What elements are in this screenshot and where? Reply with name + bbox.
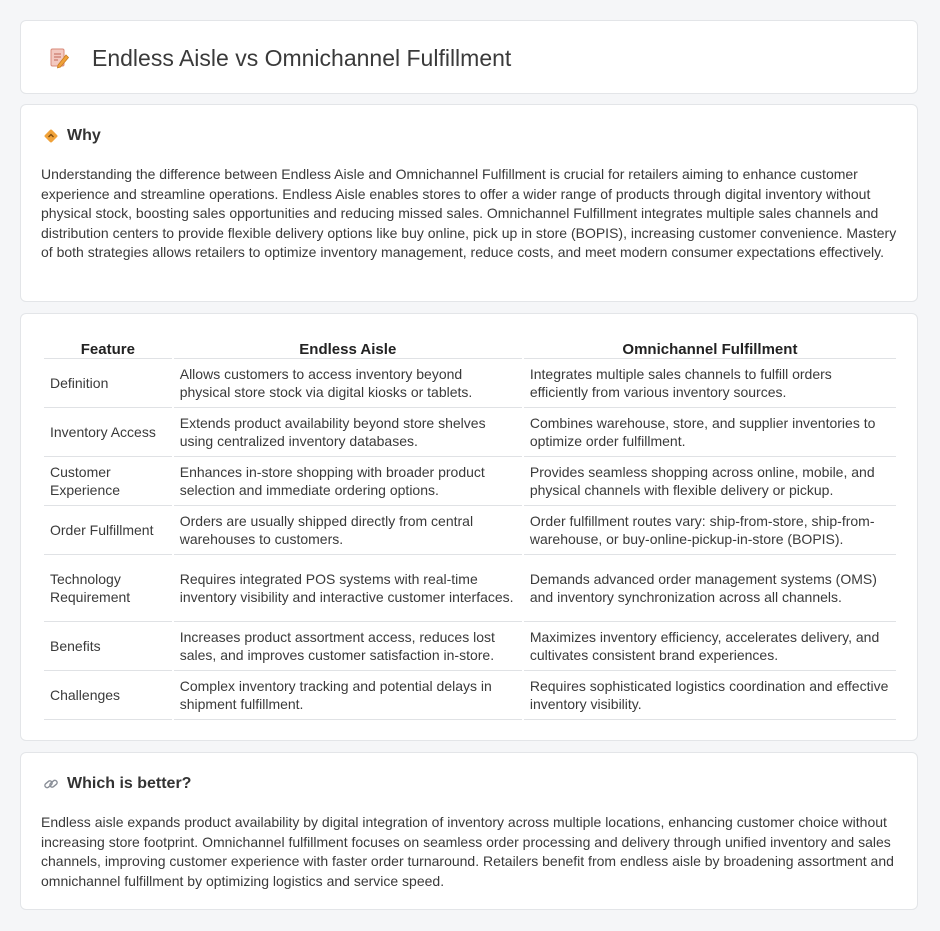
header-endless-aisle: Endless Aisle xyxy=(174,336,522,359)
row-feature: Benefits xyxy=(44,622,172,671)
row-endless-aisle: Allows customers to access inventory beyond physical store stock via digital kiosks or tablets. xyxy=(174,359,522,408)
why-paragraph: Understanding the difference between Endless Aisle and Omnichannel Fulfillment is crucial for retailers aiming to enhance customer experience and streamline operations. Endless Aisle enables stores to offer a wider range of products through digital inventory without physical stock, boosting sales opportunities and reducing missed sales. Omnichannel Fulfillment integrates multiple sales channels and distribution centers to provide flexible delivery options like buy online, pick up in store (BOPIS), increasing customer convenience. Mastery of both strategies allows retailers to optimize inventory management, reduce costs, and meet modern consumer expectations effectively. xyxy=(41,166,897,260)
row-feature: Definition xyxy=(44,359,172,408)
row-omnichannel: Combines warehouse, store, and supplier inventories to optimize order fulfillment. xyxy=(524,408,896,457)
table-row xyxy=(44,408,896,457)
table-row xyxy=(44,622,896,671)
row-feature: Customer Experience xyxy=(44,457,172,506)
row-feature: Inventory Access xyxy=(44,408,172,457)
better-paragraph: Endless aisle expands product availability by digital integration of inventory across multiple locations, enhancing customer choice without increasing store footprint. Omnichannel fulfillment focuses on seamless order processing and delivery through unified inventory and sales channels, improving customer experience with faster order turnaround. Retailers benefit from endless aisle by broadening assortment and omnichannel fulfillment by optimizing logistics and service speed. xyxy=(41,814,894,889)
comparison-section xyxy=(20,313,918,741)
document-pencil-icon xyxy=(48,47,70,69)
row-feature: Challenges xyxy=(44,671,172,720)
table-row xyxy=(44,359,896,408)
row-omnichannel: Provides seamless shopping across online, mobile, and physical channels with flexible delivery or pickup. xyxy=(524,457,896,506)
title-card xyxy=(20,20,918,94)
link-icon xyxy=(43,776,59,792)
row-endless-aisle: Complex inventory tracking and potential delays in shipment fulfillment. xyxy=(174,671,522,720)
table-row xyxy=(44,671,896,720)
better-title: Which is better? xyxy=(67,775,192,792)
table-header-row xyxy=(44,336,896,359)
why-heading xyxy=(43,125,101,147)
row-feature: Technology Requirement xyxy=(44,555,172,622)
row-omnichannel: Order fulfillment routes vary: ship-from-store, ship-from-warehouse, or buy-online-pickup-in-store (BOPIS). xyxy=(524,506,896,555)
header-feature: Feature xyxy=(44,336,172,359)
why-title: Why xyxy=(67,127,101,144)
row-omnichannel: Maximizes inventory efficiency, accelerates delivery, and cultivates consistent brand experiences. xyxy=(524,622,896,671)
why-section xyxy=(20,104,918,302)
row-endless-aisle: Increases product assortment access, reduces lost sales, and improves customer satisfaction in-store. xyxy=(174,622,522,671)
better-heading xyxy=(43,773,191,795)
row-omnichannel: Requires sophisticated logistics coordination and effective inventory visibility. xyxy=(524,671,896,720)
table-row xyxy=(44,506,896,555)
row-feature: Order Fulfillment xyxy=(44,506,172,555)
header-omnichannel: Omnichannel Fulfillment xyxy=(524,336,896,359)
diamond-directions-icon xyxy=(43,128,59,144)
row-endless-aisle: Enhances in-store shopping with broader product selection and immediate ordering options. xyxy=(174,457,522,506)
table-row xyxy=(44,555,896,622)
which-is-better-section xyxy=(20,752,918,910)
row-omnichannel: Demands advanced order management systems (OMS) and inventory synchronization across all channels. xyxy=(524,555,896,622)
table-row xyxy=(44,457,896,506)
row-endless-aisle: Orders are usually shipped directly from central warehouses to customers. xyxy=(174,506,522,555)
row-endless-aisle: Extends product availability beyond store shelves using centralized inventory databases. xyxy=(174,408,522,457)
row-endless-aisle: Requires integrated POS systems with real-time inventory visibility and interactive customer interfaces. xyxy=(174,555,522,622)
row-omnichannel: Integrates multiple sales channels to fulfill orders efficiently from various inventory sources. xyxy=(524,359,896,408)
comparison-table xyxy=(42,336,898,720)
page-title: Endless Aisle vs Omnichannel Fulfillment xyxy=(92,45,512,71)
